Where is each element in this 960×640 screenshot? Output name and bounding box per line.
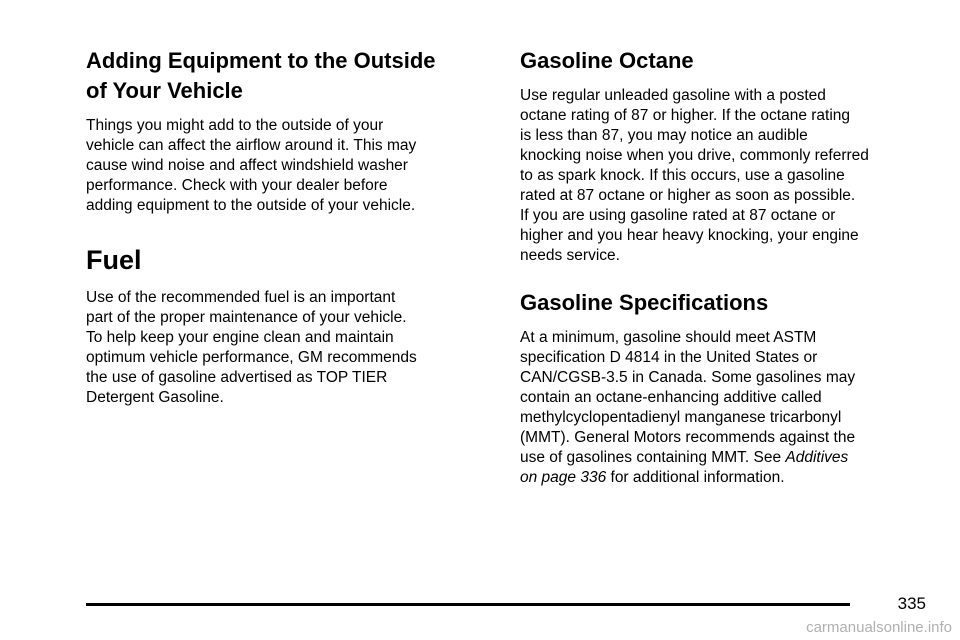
heading-gasoline-specifications: Gasoline Specifications [520, 290, 769, 315]
watermark: carmanualsonline.info [806, 619, 952, 636]
left-column [86, 46, 481, 408]
right-column [520, 46, 930, 488]
page-number: 335 [897, 594, 926, 613]
additives-page-link[interactable]: Additives on page 336 [520, 449, 849, 486]
heading-adding-equipment: Adding Equipment to the Outside of Your Vehicle [86, 48, 436, 103]
paragraph-gasoline-octane: Use regular unleaded gasoline with a posted octane rating of 87 or higher. If the octane rating is less than 87, you may notice an audible knocking noise when you drive, commonly referred to as spark knock. If this occurs, use a gasoline rated at 87 octane or higher as soon as possible. If you are using gasoline rated at 87 octane or higher and you hear heavy knocking, your engine needs service. [520, 87, 869, 264]
paragraph-fuel: Use of the recommended fuel is an important part of the proper maintenance of your vehicle. To help keep your engine clean and maintain optimum vehicle performance, GM recommends the use of gasoline advertised as TOP TIER Detergent Gasoline. [86, 289, 417, 406]
heading-fuel: Fuel [86, 245, 142, 275]
paragraph-gasoline-specifications [520, 328, 930, 488]
heading-gasoline-octane: Gasoline Octane [520, 48, 694, 73]
specifications-text: At a minimum, gasoline should meet ASTM specification D 4814 in the United States or CAN/CGSB-3.5 in Canada. Some gasolines may contain an octane-enhancing additive called methylcyclopentadienyl manganese tricarbonyl (MMT). General Motors recommends against the use of gasolines containing MMT. See [520, 329, 856, 466]
paragraph-adding-equipment: Things you might add to the outside of your vehicle can affect the airflow around it. This may cause wind noise and affect windshield washer performance. Check with your dealer before adding equipment to the outside of your vehicle. [86, 117, 417, 214]
specifications-tail: for additional information. [606, 469, 785, 486]
footer-rule [86, 603, 850, 606]
